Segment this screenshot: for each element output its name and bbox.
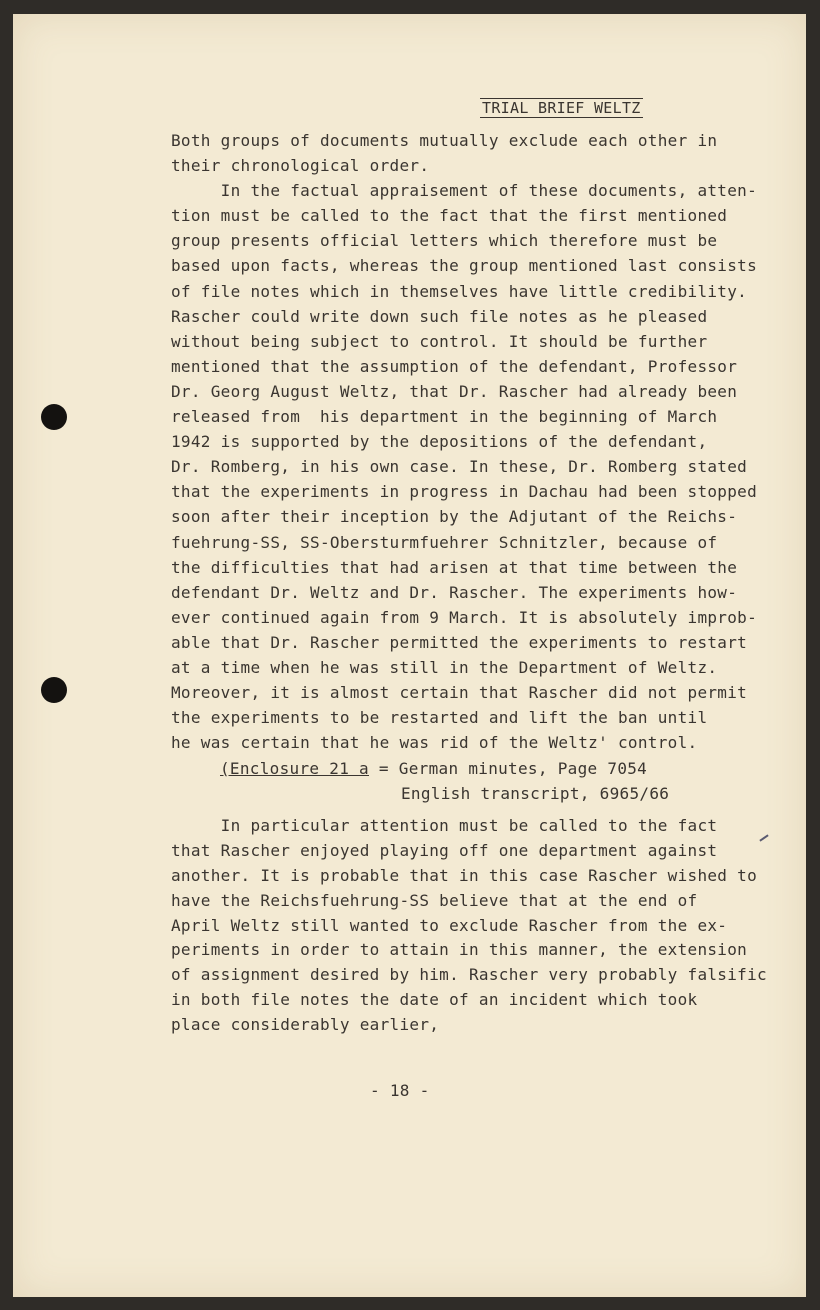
text-line: based upon facts, whereas the group mentioned last consists bbox=[171, 256, 758, 276]
enclosure-transcript: English transcript, 6965/66 bbox=[401, 784, 670, 803]
enclosure-label: (Enclosure 21 a bbox=[220, 759, 369, 778]
paragraph-2 bbox=[171, 814, 767, 1038]
text-line: Moreover, it is almost certain that Rascher did not permit bbox=[171, 683, 748, 703]
text-line: Rascher could write down such file notes as he pleased bbox=[171, 306, 708, 326]
text-line: released from his department in the beginning of March bbox=[171, 407, 718, 427]
text-line: another. It is probable that in this case Rascher wished to bbox=[171, 865, 758, 885]
text-line: Dr. Georg August Weltz, that Dr. Rascher had already been bbox=[171, 381, 738, 401]
text-line: Both groups of documents mutually exclude each other in bbox=[171, 131, 718, 150]
text-line: April Weltz still wanted to exclude Rascher from the ex- bbox=[171, 915, 728, 935]
text-line: soon after their inception by the Adjutant of the Reichs- bbox=[171, 507, 738, 527]
punch-hole-top bbox=[41, 404, 67, 430]
text-line: able that Dr. Rascher permitted the experiments to restart bbox=[171, 632, 748, 652]
text-line: without being subject to control. It should be further bbox=[171, 331, 708, 351]
text-line: tion must be called to the fact that the first mentioned bbox=[171, 206, 728, 226]
page-header: TRIAL BRIEF WELTZ bbox=[482, 99, 641, 117]
text-line: that the experiments in progress in Dachau had been stopped bbox=[171, 482, 758, 502]
enclosure-detail: = German minutes, Page 7054 bbox=[369, 759, 648, 778]
text-line: group presents official letters which therefore must be bbox=[171, 231, 718, 251]
text-line: mentioned that the assumption of the defendant, Professor bbox=[171, 356, 738, 376]
text-line: the difficulties that had arisen at that time between the bbox=[171, 557, 738, 577]
text-line: of assignment desired by him. Rascher very probably falsific bbox=[171, 965, 767, 985]
text-line: fuehrung-SS, SS-Obersturmfuehrer Schnitzler, because of bbox=[171, 532, 718, 552]
text-line: the experiments to be restarted and lift the ban until bbox=[171, 708, 708, 728]
text-line: In the factual appraisement of these documents, atten- bbox=[171, 181, 758, 201]
document-page bbox=[13, 14, 806, 1297]
text-line: that Rascher enjoyed playing off one department against bbox=[171, 840, 718, 860]
punch-hole-bottom bbox=[41, 677, 67, 703]
text-line: in both file notes the date of an incident which took bbox=[171, 990, 698, 1010]
page-number: - 18 - bbox=[370, 1081, 430, 1100]
text-line: place considerably earlier, bbox=[171, 1015, 440, 1035]
text-line: Dr. Romberg, in his own case. In these, Dr. Romberg stated bbox=[171, 457, 748, 477]
text-line: he was certain that he was rid of the Weltz' control. bbox=[171, 733, 698, 753]
enclosure-reference bbox=[220, 756, 647, 781]
text-line: their chronological order. bbox=[171, 156, 430, 176]
text-line: at a time when he was still in the Department of Weltz. bbox=[171, 657, 718, 677]
text-line: 1942 is supported by the depositions of the defendant, bbox=[171, 432, 708, 452]
text-line: defendant Dr. Weltz and Dr. Rascher. The experiments how- bbox=[171, 582, 738, 602]
text-line: In particular attention must be called to the fact bbox=[171, 816, 718, 835]
text-line: periments in order to attain in this manner, the extension bbox=[171, 940, 748, 960]
paragraph-1 bbox=[171, 128, 757, 755]
text-line: have the Reichsfuehrung-SS believe that at the end of bbox=[171, 890, 698, 910]
text-line: of file notes which in themselves have little credibility. bbox=[171, 281, 748, 301]
text-line: ever continued again from 9 March. It is absolutely improb- bbox=[171, 607, 758, 627]
